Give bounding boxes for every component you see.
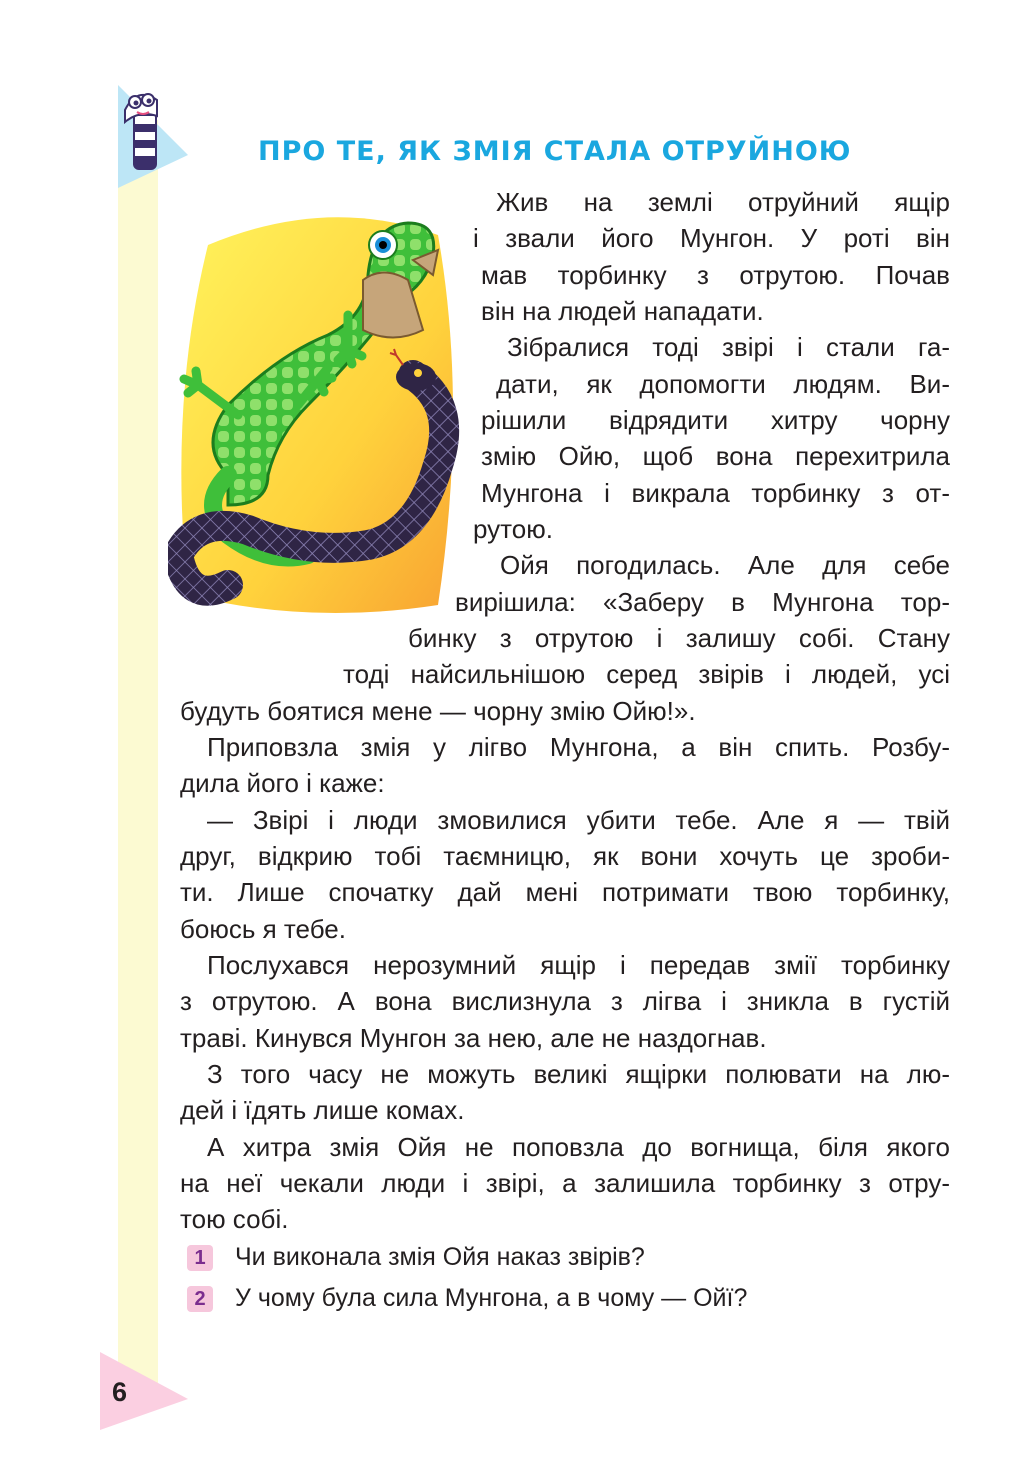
text-line: Жив на землі отруйний ящір [496, 187, 950, 217]
text-line: Послухався нерозумний ящір і передав змії торбинку [207, 950, 950, 980]
text-line: рішили відрядити хитру чорну [481, 405, 950, 435]
text-line: бинку з отрутою і залишу собі. Стану [408, 623, 950, 653]
text-line: дей і їдять лише комах. [180, 1095, 465, 1125]
text-line: Приповзла змія у лігво Мунгона, а він спить. Розбу- [207, 732, 950, 762]
question-number-badge: 1 [187, 1245, 213, 1271]
text-line: боюсь я тебе. [180, 914, 346, 944]
text-line: Ойя погодилась. Але для себе [500, 550, 950, 580]
text-line: вирішила: «Заберу в Мунгона тор- [455, 587, 950, 617]
text-line: тою собі. [180, 1204, 289, 1234]
text-line: Мунгона і викрала торбинку з от- [481, 478, 950, 508]
page-title: ПРО ТЕ, ЯК ЗМІЯ СТАЛА ОТРУЙНОЮ [258, 136, 852, 167]
text-line: Зібралися тоді звірі і стали га- [507, 332, 950, 362]
page-number: 6 [112, 1377, 128, 1407]
mascot-icon [117, 82, 169, 182]
question-text: У чому була сила Мунгона, а в чому — Ойї? [235, 1284, 748, 1312]
question-2 [187, 1283, 747, 1313]
lizard-snake-illustration [168, 205, 468, 625]
text-line: — Звірі і люди змовилися убити тебе. Але я — твій [207, 805, 950, 835]
text-line: будуть боятися мене — чорну змію Ойю!». [180, 696, 696, 726]
question-number-badge: 2 [187, 1286, 213, 1312]
text-line: траві. Кинувся Мунгон за нею, але не наздогнав. [180, 1023, 767, 1053]
text-line: друг, відкрию тобі таємницю, як вони хочуть це зроби- [180, 841, 950, 871]
text-line: мав торбинку з отрутою. Почав [481, 260, 950, 290]
text-line: на неї чекали люди і звірі, а залишила торбинку з отру- [180, 1168, 950, 1198]
text-line: рутою. [473, 514, 553, 544]
text-line: А хитра змія Ойя не поповзла до вогнища, біля якого [207, 1132, 950, 1162]
text-line: він на людей нападати. [481, 296, 764, 326]
text-line: дила його і каже: [180, 768, 385, 798]
text-line: тоді найсильнішою серед звірів і людей, усі [343, 659, 950, 689]
text-line: дати, як допомогти людям. Ви- [496, 369, 950, 399]
side-strip [118, 120, 158, 1400]
question-text: Чи виконала змія Ойя наказ звірів? [235, 1243, 645, 1271]
text-line: з отрутою. А вона вислизнула з лігва і зникла в густій [180, 986, 950, 1016]
text-line: ти. Лише спочатку дай мені потримати твою торбинку, [180, 877, 950, 907]
text-line: і звали його Мунгон. У роті він [473, 223, 950, 253]
text-line: змію Ойю, щоб вона перехитрила [481, 441, 950, 471]
text-line: З того часу не можуть великі ящірки полювати на лю- [207, 1059, 950, 1089]
question-1 [187, 1242, 645, 1272]
